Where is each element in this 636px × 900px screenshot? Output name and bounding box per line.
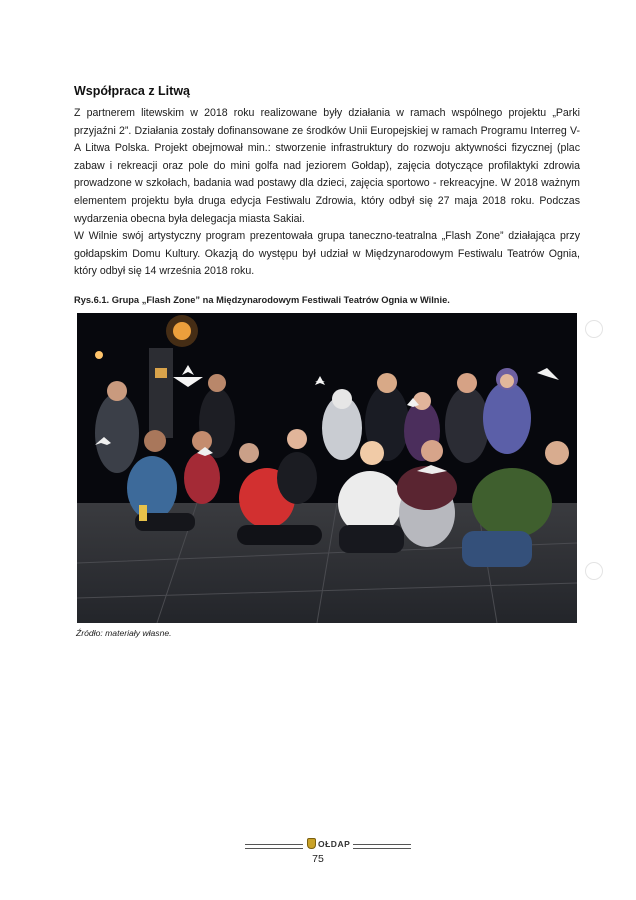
group-photo-illustration: [77, 313, 577, 623]
figure-caption: Rys.6.1. Grupa „Flash Zone” na Międzynarodowym Festiwali Teatrów Ognia w Wilnie.: [74, 295, 450, 305]
footer-logo: [245, 838, 411, 852]
crest-icon: [307, 838, 316, 849]
paragraph-2: W Wilnie swój artystyczny program prezentowała grupa taneczno-teatralna „Flash Zone” działająca przy gołdapskim Domu Kultury. Okazją do występu był udział w Międzynarodowym Festiwalu Teatrów Ognia, który odbył się 14 września 2018 roku.: [74, 230, 580, 278]
page-number: 75: [312, 853, 324, 865]
logo-text: OŁDAP: [318, 838, 351, 849]
goldap-logo: [307, 838, 350, 849]
group-photo: [77, 313, 577, 623]
paragraph-1: Z partnerem litewskim w 2018 roku realizowane były działania w ramach wspólnego projektu „Parki przyjaźni 2”. Działania zostały dofinansowane ze środków Unii Europejskiej w ramach Programu Interreg V-A Litwa Polska. Projekt obejmował min.: stworzenie infrastruktury do rozwoju aktywności fizycznej (plac zabaw i rekreacji oraz pole do mini golfa nad jeziorem Gołdap), zajęcia dotyczące profilaktyki zdrowia prowadzone w szkołach, badania wad postawy dla dzieci, zajęcia sportowo - rekreacyjne. W 2018 ważnym elementem projektu była druga edycja Festiwalu Zdrowia, który odbył się 27 maja 2018 roku. Podczas wydarzenia obecna była delegacja miasta Sakiai.: [74, 107, 580, 225]
punch-hole: [585, 562, 603, 580]
footer-rule-left: [245, 844, 303, 849]
footer-rule-right: [353, 844, 411, 849]
body-text: [74, 105, 580, 281]
figure-source: Źródło: materiały własne.: [76, 628, 172, 638]
section-heading: Współpraca z Litwą: [74, 84, 190, 98]
punch-hole: [585, 320, 603, 338]
